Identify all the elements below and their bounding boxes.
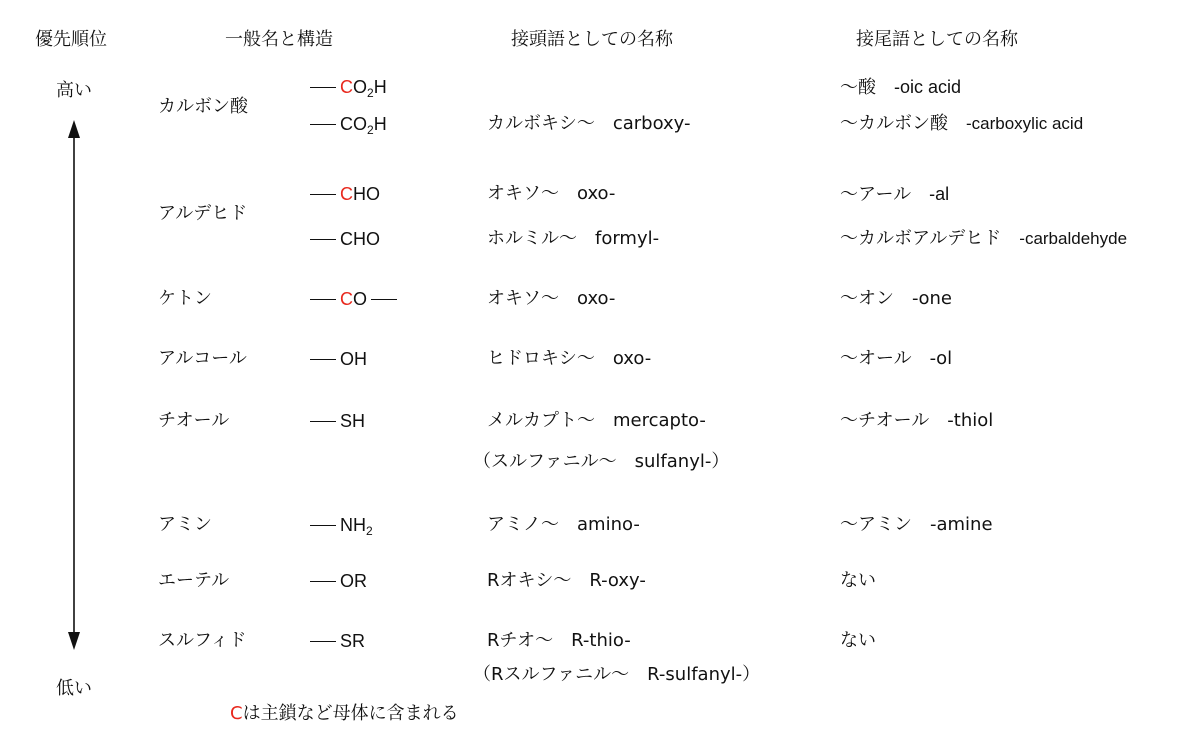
structure-amine: [310, 514, 373, 538]
main-chain-carbon: C: [340, 184, 353, 204]
suffix-en: -oic acid: [894, 77, 962, 97]
suffix-aldehyde-main: [840, 183, 949, 206]
structure-thiol: [310, 410, 365, 432]
formula-subscript: 2: [367, 123, 374, 137]
bond-line: [310, 87, 336, 88]
main-chain-carbon: C: [340, 77, 353, 97]
bond-line: [310, 421, 336, 422]
prefix-aldehyde-sub: ホルミル～ formyl-: [487, 228, 660, 249]
formula-text: SR: [340, 631, 366, 651]
prefix-thiol: メルカプト～ mercapto-: [487, 410, 706, 431]
row-name-sulfide: スルフィド: [158, 630, 247, 651]
row-name-thiol: チオール: [158, 410, 230, 431]
structure-carboxylic-acid-main: [310, 76, 387, 100]
row-name-ether: エーテル: [158, 570, 230, 591]
suffix-jp: ～酸: [840, 77, 876, 98]
suffix-ketone: ～オン -one: [840, 288, 952, 309]
prefix-sulfide-alt: （Rスルファニル～ R-sulfanyl-）: [473, 664, 761, 685]
suffix-carboxylic-acid-sub: [840, 113, 1083, 135]
bond-line: [310, 194, 336, 195]
structure-ether: [310, 570, 367, 592]
prefix-thiol-alt: （スルファニル～ sulfanyl-）: [473, 451, 730, 472]
prefix-sulfide: Rチオ～ R-thio-: [487, 630, 631, 651]
footnote-text: は主鎖など母体に含まれる: [242, 703, 459, 724]
suffix-alcohol: ～オール -ol: [840, 348, 953, 369]
prefix-ketone: オキソ～ oxo-: [487, 288, 616, 309]
formula-text: CO: [340, 114, 367, 134]
header-priority: 優先順位: [35, 29, 107, 50]
suffix-jp: ～アール: [840, 184, 912, 205]
row-name-aldehyde: アルデヒド: [158, 203, 248, 224]
suffix-carboxylic-acid-main: [840, 76, 961, 99]
suffix-en: -al: [929, 184, 950, 204]
bond-line: [310, 299, 336, 300]
bond-line: [310, 581, 336, 582]
row-name-ketone: ケトン: [158, 288, 212, 309]
prefix-ether: Rオキシ～ R-oxy-: [487, 570, 646, 591]
main-chain-carbon: C: [340, 289, 353, 309]
header-prefix: 接頭語としての名称: [511, 29, 673, 50]
suffix-en: -carbaldehyde: [1019, 229, 1128, 248]
header-name-structure: 一般名と構造: [225, 29, 333, 50]
row-name-amine: アミン: [158, 514, 212, 535]
prefix-amine: アミノ～ amino-: [487, 514, 640, 535]
prefix-alcohol: ヒドロキシ～ oxo-: [487, 348, 652, 369]
suffix-jp: ～カルボン酸: [840, 113, 948, 134]
formula-text: OH: [340, 349, 367, 369]
suffix-amine: ～アミン -amine: [840, 514, 993, 535]
priority-low-label: 低い: [56, 678, 92, 699]
bond-line: [310, 525, 336, 526]
formula-text: H: [373, 77, 387, 97]
formula-text: OR: [340, 571, 367, 591]
prefix-carboxylic-acid: カルボキシ～ carboxy-: [487, 113, 691, 134]
suffix-aldehyde-sub: [840, 228, 1127, 250]
bond-line: [310, 239, 336, 240]
structure-sulfide: [310, 630, 365, 652]
suffix-sulfide: ない: [840, 630, 876, 651]
structure-ketone: [310, 288, 397, 310]
main-chain-carbon: C: [230, 703, 243, 724]
header-suffix: 接尾語としての名称: [856, 29, 1018, 50]
priority-arrow: [60, 120, 88, 650]
structure-aldehyde-main: [310, 183, 380, 205]
row-name-alcohol: アルコール: [158, 348, 247, 369]
formula-text: NH: [340, 515, 366, 535]
formula-subscript: 2: [367, 86, 374, 100]
formula-text: O: [353, 289, 368, 309]
formula-text: HO: [353, 184, 380, 204]
formula-subscript: 2: [366, 524, 373, 538]
structure-alcohol: [310, 348, 367, 370]
suffix-en: -carboxylic acid: [966, 114, 1084, 133]
formula-text: O: [353, 77, 368, 97]
bond-line: [371, 299, 397, 300]
bond-line: [310, 124, 336, 125]
bond-line: [310, 641, 336, 642]
footnote: [230, 703, 459, 725]
row-name-carboxylic-acid: カルボン酸: [158, 96, 248, 117]
priority-high-label: 高い: [56, 80, 92, 101]
suffix-jp: ～カルボアルデヒド: [840, 228, 1002, 249]
formula-text: SH: [340, 411, 366, 431]
suffix-ether: ない: [840, 570, 876, 591]
prefix-aldehyde-main: オキソ～ oxo-: [487, 183, 616, 204]
suffix-thiol: ～チオール -thiol: [840, 410, 994, 431]
bond-line: [310, 359, 336, 360]
structure-carboxylic-acid-sub: [310, 113, 387, 137]
formula-text: H: [373, 114, 387, 134]
formula-text: CHO: [340, 229, 380, 249]
structure-aldehyde-sub: [310, 228, 380, 250]
